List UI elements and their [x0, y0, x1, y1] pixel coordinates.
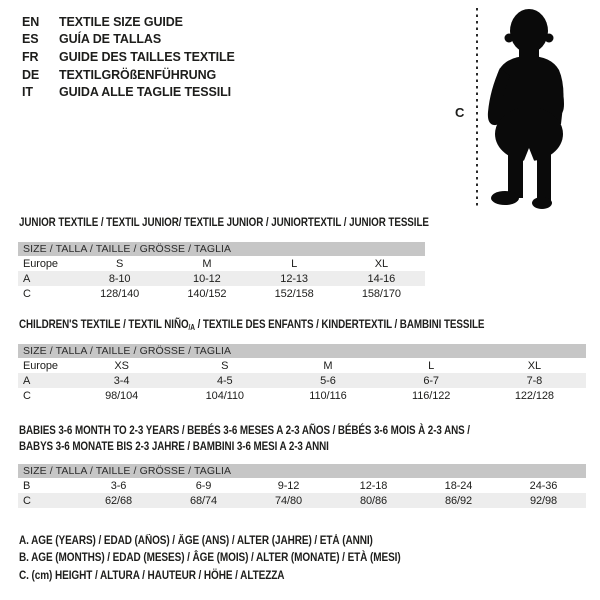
babies-table-title	[19, 423, 470, 454]
language-code: IT	[22, 85, 33, 100]
cell: 110/116	[309, 389, 347, 402]
row-label: Europe	[23, 359, 58, 372]
language-list	[22, 13, 235, 101]
row-label: B	[23, 479, 31, 492]
table-row	[18, 493, 586, 508]
cell: 152/158	[274, 287, 314, 300]
title-part: CHILDREN'S TEXTILE / TEXTIL NIÑO	[19, 317, 189, 331]
junior-table-title: JUNIOR TEXTILE / TEXTIL JUNIOR/ TEXTILE JUNIOR / JUNIORTEXTIL / JUNIOR TESSILE	[19, 215, 429, 229]
row-label: C	[23, 494, 31, 507]
size-header-bar: SIZE / TALLA / TAILLE / GRÖSSE / TAGLIA	[18, 344, 586, 358]
cell: 8-10	[108, 272, 131, 285]
cell: 12-13	[280, 272, 308, 285]
row-label: C	[23, 287, 31, 300]
language-code: EN	[22, 14, 40, 29]
table-row	[18, 478, 586, 493]
row-label: A	[23, 374, 31, 387]
language-label: TEXTILGRÖßENFÜHRUNG	[59, 67, 217, 82]
cell: 86/92	[444, 494, 473, 507]
cell: 128/140	[100, 287, 140, 300]
row-label: A	[23, 272, 31, 285]
cell: 4-5	[216, 374, 233, 387]
title-line-1: BABIES 3-6 MONTH TO 2-3 YEARS / BEBÉS 3-6 MESES A 2-3 AÑOS / BÉBÉS 3-6 MOIS À 2-3 ANS /	[19, 423, 470, 437]
cell: M	[323, 359, 333, 372]
cell: 5-6	[320, 374, 336, 387]
title-part: / TEXTILE DES ENFANTS / KINDERTEXTIL / BAMBINI TESSILE	[194, 317, 485, 331]
cell: 7-8	[526, 374, 543, 387]
language-label: TEXTILE SIZE GUIDE	[59, 14, 183, 29]
cell: XS	[114, 359, 129, 372]
cell: 3-4	[113, 374, 130, 387]
table-row	[18, 286, 425, 301]
footnotes	[19, 533, 401, 585]
language-code: DE	[22, 67, 40, 82]
cell: 92/98	[529, 494, 558, 507]
row-label: C	[23, 389, 31, 402]
size-header-bar: SIZE / TALLA / TAILLE / GRÖSSE / TAGLIA	[18, 464, 586, 478]
cell: M	[202, 257, 212, 270]
language-row-de	[22, 66, 235, 84]
language-label: GUIDE DES TAILLES TEXTILE	[59, 49, 235, 64]
table-row	[18, 373, 586, 388]
cell: 74/80	[274, 494, 303, 507]
language-row-fr	[22, 48, 235, 66]
cell: 6-9	[195, 479, 212, 492]
children-table-title	[19, 317, 484, 332]
cell: S	[221, 359, 229, 372]
table-row	[18, 256, 425, 271]
cell: L	[428, 359, 435, 372]
language-label: GUIDA ALLE TAGLIE TESSILI	[59, 85, 232, 100]
baby-silhouette-icon	[485, 6, 577, 210]
height-measure-dotted-line	[476, 8, 478, 207]
language-row-en	[22, 13, 235, 31]
row-label: Europe	[23, 257, 58, 270]
cell: 9-12	[277, 479, 300, 492]
cell: 62/68	[104, 494, 133, 507]
cell: 116/122	[412, 389, 451, 402]
cell: 158/170	[361, 287, 401, 300]
title-line-2: BABYS 3-6 MONATE BIS 2-3 JAHRE / BAMBINI 3-6 MESI A 2-3 ANNI	[19, 438, 329, 453]
footnote-a: A. AGE (YEARS) / EDAD (AÑOS) / ÂGE (ANS) / ALTER (JAHRE) / ETÀ (ANNI)	[19, 535, 373, 547]
babies-size-table	[18, 464, 586, 508]
size-header-bar: SIZE / TALLA / TAILLE / GRÖSSE / TAGLIA	[18, 242, 425, 256]
cell: L	[291, 257, 298, 270]
cell: 104/110	[205, 389, 244, 402]
cell: 98/104	[105, 389, 139, 402]
cell: S	[116, 257, 124, 270]
cell: 18-24	[444, 479, 473, 492]
junior-size-table	[18, 242, 425, 301]
language-code: FR	[22, 49, 39, 64]
footnote-b: B. AGE (MONTHS) / EDAD (MESES) / ÂGE (MOIS) / ALTER (MONATE) / ETÀ (MESI)	[19, 552, 401, 565]
table-row	[18, 358, 586, 373]
cell: 6-7	[423, 374, 439, 387]
children-size-table	[18, 344, 586, 403]
table-row	[18, 271, 425, 286]
language-code: ES	[22, 32, 39, 47]
cell: 140/152	[187, 287, 227, 300]
cell: 24-36	[529, 479, 558, 492]
cell: XL	[374, 257, 388, 270]
cell: 12-18	[359, 479, 388, 492]
cell: XL	[527, 359, 541, 372]
cell: 68/74	[189, 494, 218, 507]
footnote-c: C. (cm) HEIGHT / ALTURA / HAUTEUR / HÖHE / ALTEZZA	[19, 569, 285, 582]
language-row-es	[22, 31, 235, 49]
title-subscript: /A	[188, 323, 195, 332]
language-row-it	[22, 83, 235, 101]
cell: 122/128	[514, 389, 554, 402]
language-label: GUÍA DE TALLAS	[59, 32, 162, 47]
cell: 10-12	[193, 272, 221, 285]
cell: 80/86	[359, 494, 388, 507]
cell: 14-16	[367, 272, 396, 285]
table-row	[18, 388, 586, 403]
height-measure-label: C	[455, 105, 465, 120]
cell: 3-6	[110, 479, 127, 492]
